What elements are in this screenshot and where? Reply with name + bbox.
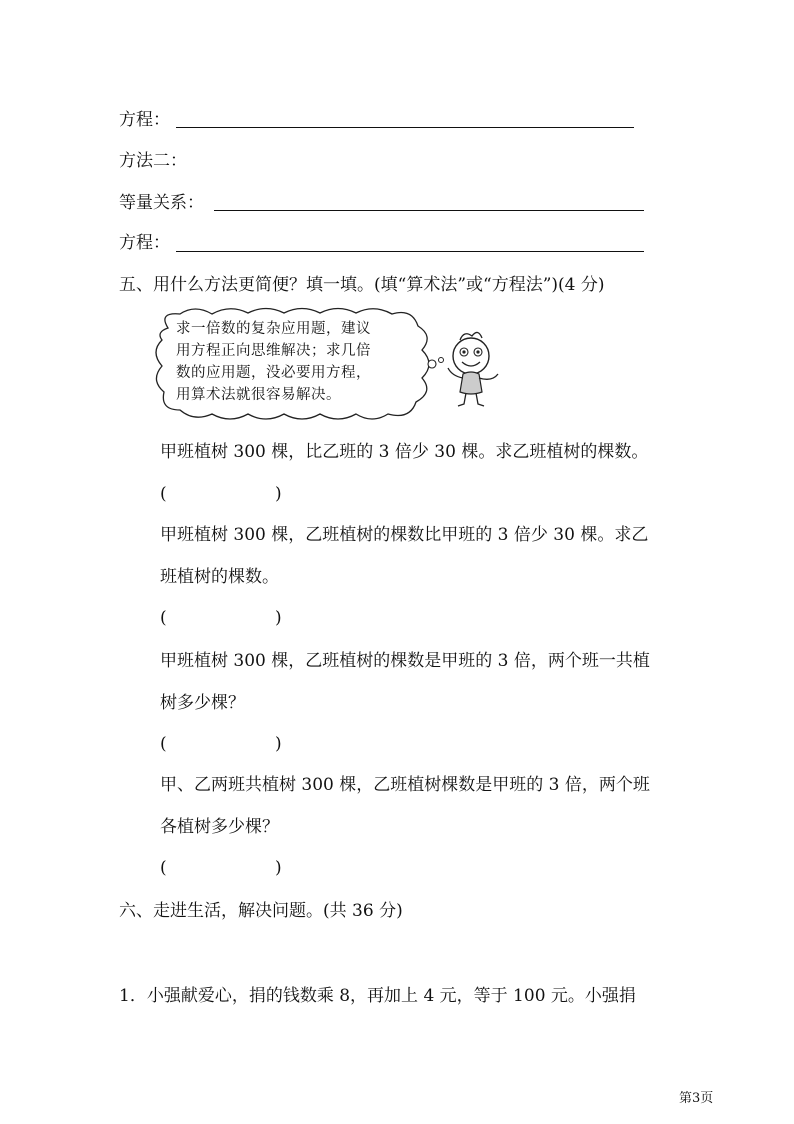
section-six-title: 六、走进生活，解决问题。(共 36 分): [119, 901, 403, 921]
question-3-line-1: 甲班植树 300 棵，乙班植树的棵数是甲班的 3 倍，两个班一共植: [160, 651, 650, 671]
cartoon-character-icon: [438, 330, 506, 410]
answer-4-open: (: [160, 858, 167, 878]
answer-3-blank[interactable]: [172, 734, 272, 756]
question-2-line-1: 甲班植树 300 棵，乙班植树的棵数比甲班的 3 倍少 30 棵。求乙: [160, 525, 649, 545]
equation-label-1: 方程：: [119, 110, 170, 130]
equation-blank-1[interactable]: [176, 127, 634, 128]
answer-4-close: ): [275, 858, 282, 878]
tip-line-1: 求一倍数的复杂应用题，建议: [176, 321, 371, 337]
answer-1-close: ): [275, 484, 282, 504]
answer-2-blank[interactable]: [172, 608, 272, 630]
answer-3-close: ): [275, 734, 282, 754]
tip-line-4: 用算术法就很容易解决。: [176, 387, 341, 403]
answer-1-open: (: [160, 484, 167, 504]
equation-label-2: 方程：: [119, 233, 170, 253]
question-3-line-2: 树多少棵？: [160, 693, 245, 713]
relation-blank[interactable]: [214, 210, 644, 211]
answer-2-open: (: [160, 608, 167, 628]
method-two-heading: 方法二：: [119, 151, 187, 171]
question-2-line-2: 班植树的棵数。: [160, 567, 279, 587]
answer-1-blank[interactable]: [172, 484, 272, 506]
problem-1-text: 1．小强献爱心，捐的钱数乘 8，再加上 4 元，等于 100 元。小强捐: [119, 986, 636, 1006]
answer-2-close: ): [275, 608, 282, 628]
section-five-title: 五、用什么方法更简便？填一填。(填“算术法”或“方程法”)(4 分): [119, 275, 605, 295]
question-4-line-1: 甲、乙两班共植树 300 棵，乙班植树棵数是甲班的 3 倍，两个班: [160, 775, 650, 795]
question-4-line-2: 各植树多少棵？: [160, 817, 279, 837]
relation-label: 等量关系：: [119, 193, 204, 213]
page-number: 第3页: [679, 1091, 714, 1106]
question-1-text: 甲班植树 300 棵，比乙班的 3 倍少 30 棵。求乙班植树的棵数。: [160, 442, 649, 462]
answer-3-open: (: [160, 734, 167, 754]
answer-4-blank[interactable]: [172, 858, 272, 880]
equation-blank-2[interactable]: [176, 251, 644, 252]
tip-line-3: 数的应用题，没必要用方程，: [176, 365, 371, 381]
tip-line-2: 用方程正向思维解决；求几倍: [176, 343, 371, 359]
